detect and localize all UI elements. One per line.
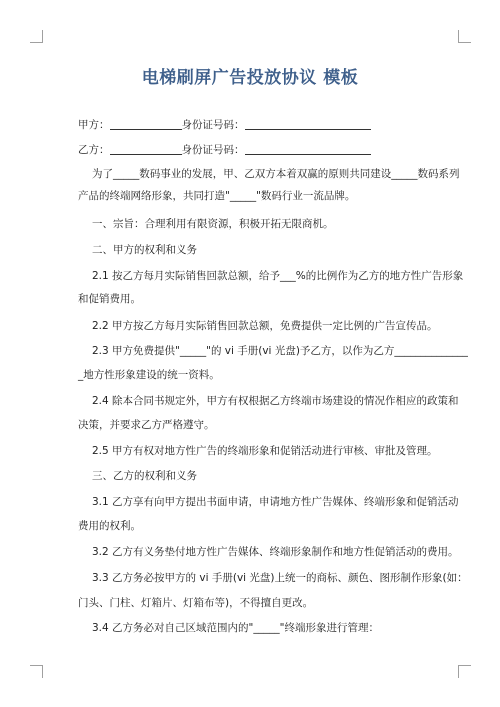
crop-mark-bottom-right [458, 665, 471, 678]
party-b-name-field[interactable] [110, 143, 182, 155]
section-purpose: 一、宗旨：合理利用有限资源，积极开拓无限商机。 [92, 218, 334, 230]
party-b-id-field[interactable] [245, 143, 371, 155]
section-heading-party-a: 二、甲方的权利和义务 [92, 244, 197, 256]
clause-2-4-cont: 决策，并要求乙方严格遵守。 [78, 419, 215, 431]
clause-3-3: 3.3 乙方务必按甲方的 vi 手册(vi 光盘)上统一的商标、颜色、图形制作形象(如： [92, 572, 468, 584]
party-b-row [78, 142, 438, 157]
party-a-id-label: 身份证号码： [181, 119, 245, 131]
clause-2-3-cont: _地方性形象建设的统一资料。 [78, 369, 220, 381]
party-a-name-field[interactable] [110, 118, 182, 130]
clause-2-4: 2.4 除本合同书规定外，甲方有权根据乙方终端市场建设的情况作相应的政策和 [92, 395, 459, 407]
section-heading-party-b: 三、乙方的权利和义务 [92, 470, 197, 482]
document-title: 电梯刷屏广告投放协议 模板 [141, 68, 359, 88]
clause-2-3: 2.3 甲方免费提供"_____"的 vi 手册(vi 光盘)予乙方，以作为乙方______________ [92, 345, 468, 357]
party-b-id-label: 身份证号码： [181, 144, 245, 156]
clause-3-2: 3.2 乙方有义务垫付地方性广告媒体、终端形象制作和地方性促销活动的费用。 [92, 546, 459, 558]
crop-mark-top-left [30, 30, 43, 43]
body-line-1: 为了_____数码事业的发展，甲、乙双方本着双赢的原则共同建设_____数码系列 [92, 168, 460, 180]
party-a-id-field[interactable] [245, 118, 371, 130]
clause-3-1-cont: 费用的权利。 [78, 520, 141, 532]
clause-3-4: 3.4 乙方务必对自己区域范围内的"_____"终端形象进行管理： [92, 622, 379, 634]
party-a-row [78, 117, 438, 132]
clause-3-1: 3.1 乙方享有向甲方提出书面申请，申请地方性广告媒体、终端形象和促销活动 [92, 496, 459, 508]
clause-2-1: 2.1 按乙方每月实际销售回款总额，给予___%的比例作为乙方的地方性广告形象 [92, 270, 464, 282]
clause-2-5: 2.5 甲方有权对地方性广告的终端形象和促销活动进行审核、审批及管理。 [92, 445, 438, 457]
clause-2-1-cont: 和促销费用。 [78, 293, 141, 305]
crop-mark-bottom-left [30, 665, 43, 678]
party-a-label: 甲方： [78, 119, 110, 131]
party-b-label: 乙方： [78, 144, 110, 156]
clause-2-2: 2.2 甲方按乙方每月实际销售回款总额，免费提供一定比例的广告宣传品。 [92, 320, 438, 332]
crop-mark-top-right [458, 30, 471, 43]
body-line-2: 产品的终端网络形象，共同打造"_____"数码行业一流品牌。 [78, 190, 356, 202]
clause-3-3-cont: 门头、门柱、灯箱片、灯箱布等)，不得擅自更改。 [78, 597, 314, 609]
